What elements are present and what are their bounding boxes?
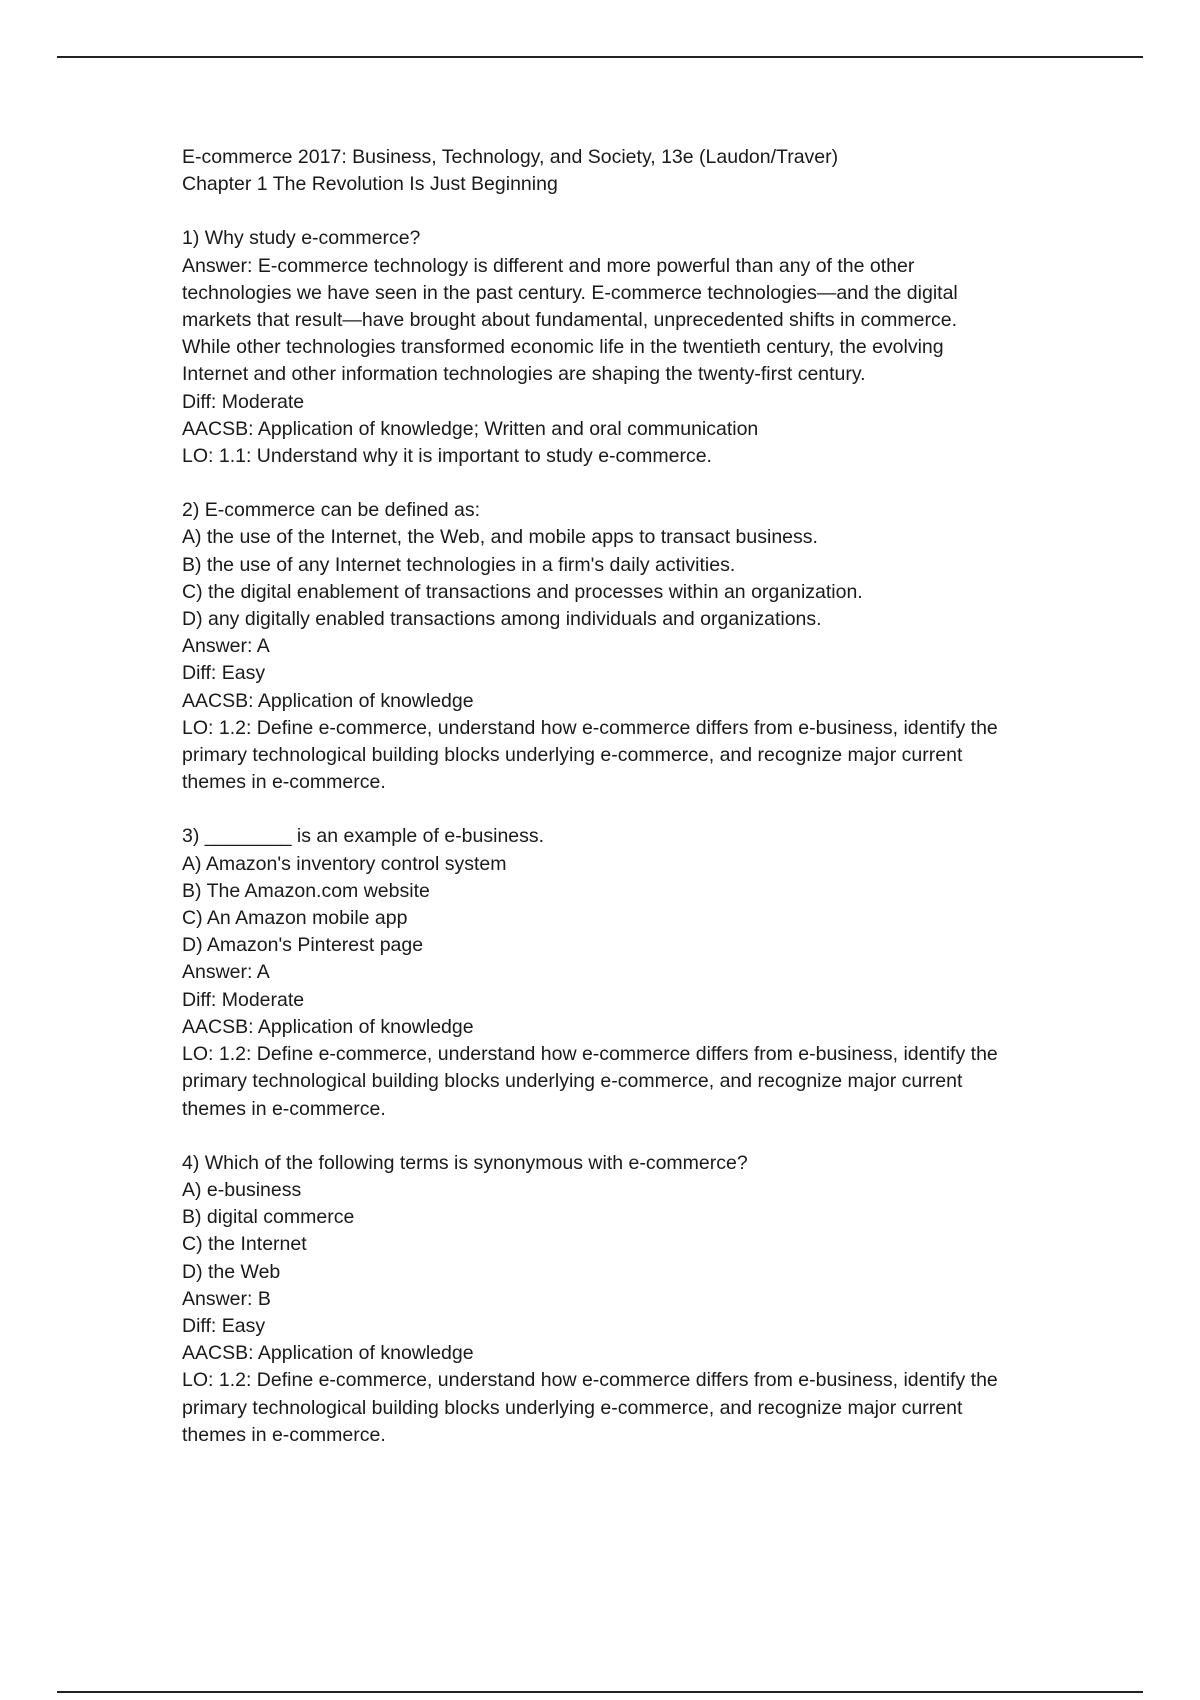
answer: Answer: A xyxy=(182,635,270,658)
learning-objective: themes in e-commerce. xyxy=(182,771,386,794)
option-a: A) the use of the Internet, the Web, and mobile apps to transact business. xyxy=(182,526,818,549)
option-b: B) The Amazon.com website xyxy=(182,879,430,902)
learning-objective: primary technological building blocks underlying e-commerce, and recognize major current xyxy=(182,744,963,767)
option-c: C) the Internet xyxy=(182,1233,307,1256)
aacsb: AACSB: Application of knowledge xyxy=(182,1015,474,1038)
learning-objective: LO: 1.1: Understand why it is important to study e-commerce. xyxy=(182,445,712,468)
aacsb: AACSB: Application of knowledge; Written and oral communication xyxy=(182,417,759,440)
difficulty: Diff: Easy xyxy=(182,662,266,685)
option-d: D) the Web xyxy=(182,1260,281,1283)
option-c: C) the digital enablement of transactions and processes within an organization. xyxy=(182,580,863,603)
top-rule xyxy=(57,56,1143,58)
option-d: D) Amazon's Pinterest page xyxy=(182,934,424,957)
question-4 xyxy=(182,1150,1062,1449)
learning-objective: LO: 1.2: Define e-commerce, understand how e-commerce differs from e-business, identify the xyxy=(182,716,998,739)
answer-text-line: Internet and other information technologies are shaping the twenty-first century. xyxy=(182,363,866,386)
answer-text-line: technologies we have seen in the past century. E-commerce technologies—and the digital xyxy=(182,281,958,304)
learning-objective: LO: 1.2: Define e-commerce, understand how e-commerce differs from e-business, identify the xyxy=(182,1369,998,1392)
aacsb: AACSB: Application of knowledge xyxy=(182,689,474,712)
learning-objective: primary technological building blocks underlying e-commerce, and recognize major current xyxy=(182,1070,963,1093)
answer: Answer: A xyxy=(182,961,270,984)
difficulty: Diff: Moderate xyxy=(182,390,305,413)
question-stem: 4) Which of the following terms is synonymous with e-commerce? xyxy=(182,1151,748,1174)
document-body xyxy=(182,144,1062,1449)
spacer xyxy=(182,470,1062,497)
answer-text-line: Answer: E-commerce technology is different and more powerful than any of the other xyxy=(182,254,915,277)
option-a: A) Amazon's inventory control system xyxy=(182,852,507,875)
option-b: B) the use of any Internet technologies in a firm's daily activities. xyxy=(182,553,736,576)
learning-objective: LO: 1.2: Define e-commerce, understand how e-commerce differs from e-business, identify the xyxy=(182,1043,998,1066)
learning-objective: themes in e-commerce. xyxy=(182,1097,386,1120)
question-stem: 1) Why study e-commerce? xyxy=(182,227,421,250)
answer-text-line: markets that result—have brought about fundamental, unprecedented shifts in commerce. xyxy=(182,309,958,332)
spacer xyxy=(182,1123,1062,1150)
answer: Answer: B xyxy=(182,1287,271,1310)
option-b: B) digital commerce xyxy=(182,1206,355,1229)
answer-text-line: While other technologies transformed economic life in the twentieth century, the evolving xyxy=(182,336,944,359)
question-3 xyxy=(182,823,1062,1122)
spacer xyxy=(182,796,1062,823)
learning-objective: themes in e-commerce. xyxy=(182,1423,386,1446)
question-2 xyxy=(182,497,1062,796)
question-stem: 3) ________ is an example of e-business. xyxy=(182,825,545,848)
chapter-title: Chapter 1 The Revolution Is Just Beginning xyxy=(182,173,558,196)
book-title: E-commerce 2017: Business, Technology, and Society, 13e (Laudon/Traver) xyxy=(182,146,839,168)
question-1 xyxy=(182,225,1062,470)
option-c: C) An Amazon mobile app xyxy=(182,907,408,930)
option-d: D) any digitally enabled transactions among individuals and organizations. xyxy=(182,608,822,631)
difficulty: Diff: Easy xyxy=(182,1314,266,1337)
question-stem: 2) E-commerce can be defined as: xyxy=(182,499,481,522)
difficulty: Diff: Moderate xyxy=(182,988,305,1011)
aacsb: AACSB: Application of knowledge xyxy=(182,1342,474,1365)
learning-objective: primary technological building blocks underlying e-commerce, and recognize major current xyxy=(182,1396,963,1419)
option-a: A) e-business xyxy=(182,1178,302,1201)
spacer xyxy=(182,198,1062,225)
bottom-rule xyxy=(57,1691,1143,1693)
